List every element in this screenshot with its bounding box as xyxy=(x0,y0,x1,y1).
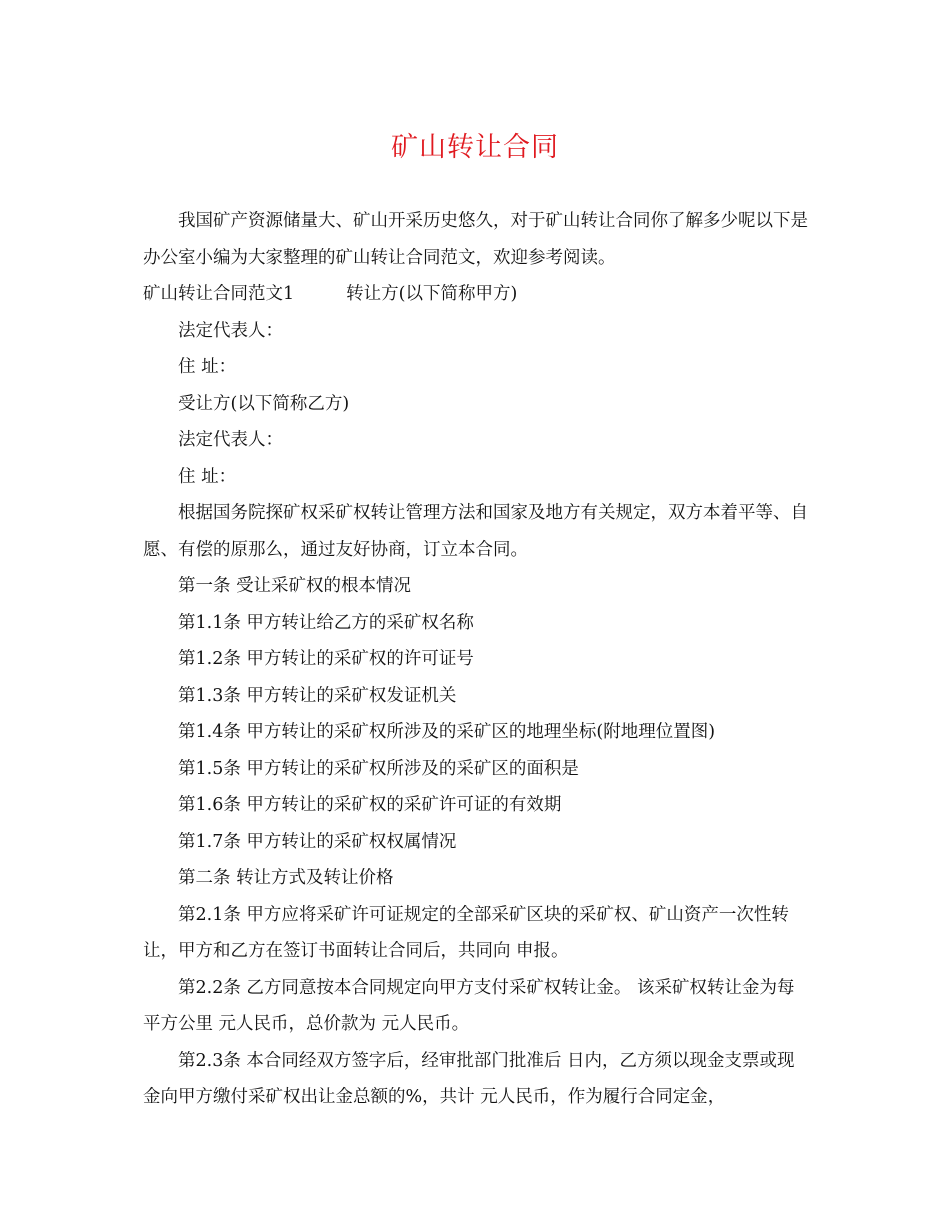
clause: 第1.7条 甲方转让的采矿权权属情况 xyxy=(178,831,457,852)
document-title: 矿山转让合同 xyxy=(391,132,559,163)
article-heading: 第二条 转让方式及转让价格 xyxy=(178,868,394,888)
paragraph: 根据国务院探矿权采矿权转让管理方法和国家及地方有关规定，双方本着平等、自愿、有偿的原那么，通过友好协商，订立本合同。 xyxy=(143,503,808,560)
document-body xyxy=(143,203,808,1116)
article-heading: 第一条 受让采矿权的根本情况 xyxy=(178,576,412,596)
paragraph: 法定代表人： xyxy=(178,430,283,450)
paragraph: 受让方(以下简称乙方) xyxy=(178,393,350,414)
clause: 第1.5条 甲方转让的采矿权所涉及的采矿区的面积是 xyxy=(178,758,579,779)
transferor-label: 转让方(以下简称甲方) xyxy=(346,284,518,304)
clause: 第1.4条 甲方转让的采矿权所涉及的采矿区的地理坐标(附地理位置图) xyxy=(178,722,716,742)
intro-paragraph: 我国矿产资源储量大、矿山开采历史悠久，对于矿山转让合同你了解多少呢以下是办公室小编为大家整理的矿山转让合同范文，欢迎参考阅读。 xyxy=(143,211,808,268)
sample-heading: 矿山转让合同范文1 xyxy=(143,284,295,304)
clause: 第1.6条 甲方转让的采矿权的采矿许可证的有效期 xyxy=(178,795,562,815)
paragraph: 住 址： xyxy=(178,357,237,377)
paragraph: 住 址： xyxy=(178,466,237,487)
sample-heading-line xyxy=(143,276,808,313)
clause: 第1.1条 甲方转让给乙方的采矿权名称 xyxy=(178,612,474,633)
paragraph: 法定代表人： xyxy=(178,320,283,341)
clause: 第2.1条 甲方应将采矿许可证规定的全部采矿区块的采矿权、矿山资产一次性转让，甲方和乙方在签订书面转让合同后，共同向 申报。 xyxy=(143,904,789,961)
clause: 第2.2条 乙方同意按本合同规定向甲方支付采矿权转让金。 该采矿权转让金为每平方公里 元人民币，总价款为 元人民币。 xyxy=(143,977,795,1034)
clause: 第1.2条 甲方转让的采矿权的许可证号 xyxy=(178,649,474,669)
clause: 第2.3条 本合同经双方签字后，经审批部门批准后 日内，乙方须以现金支票或现金向甲方缴付采矿权出让金总额的%，共计 元人民币，作为履行合同定金， xyxy=(143,1050,795,1107)
clause: 第1.3条 甲方转让的采矿权发证机关 xyxy=(178,685,457,706)
